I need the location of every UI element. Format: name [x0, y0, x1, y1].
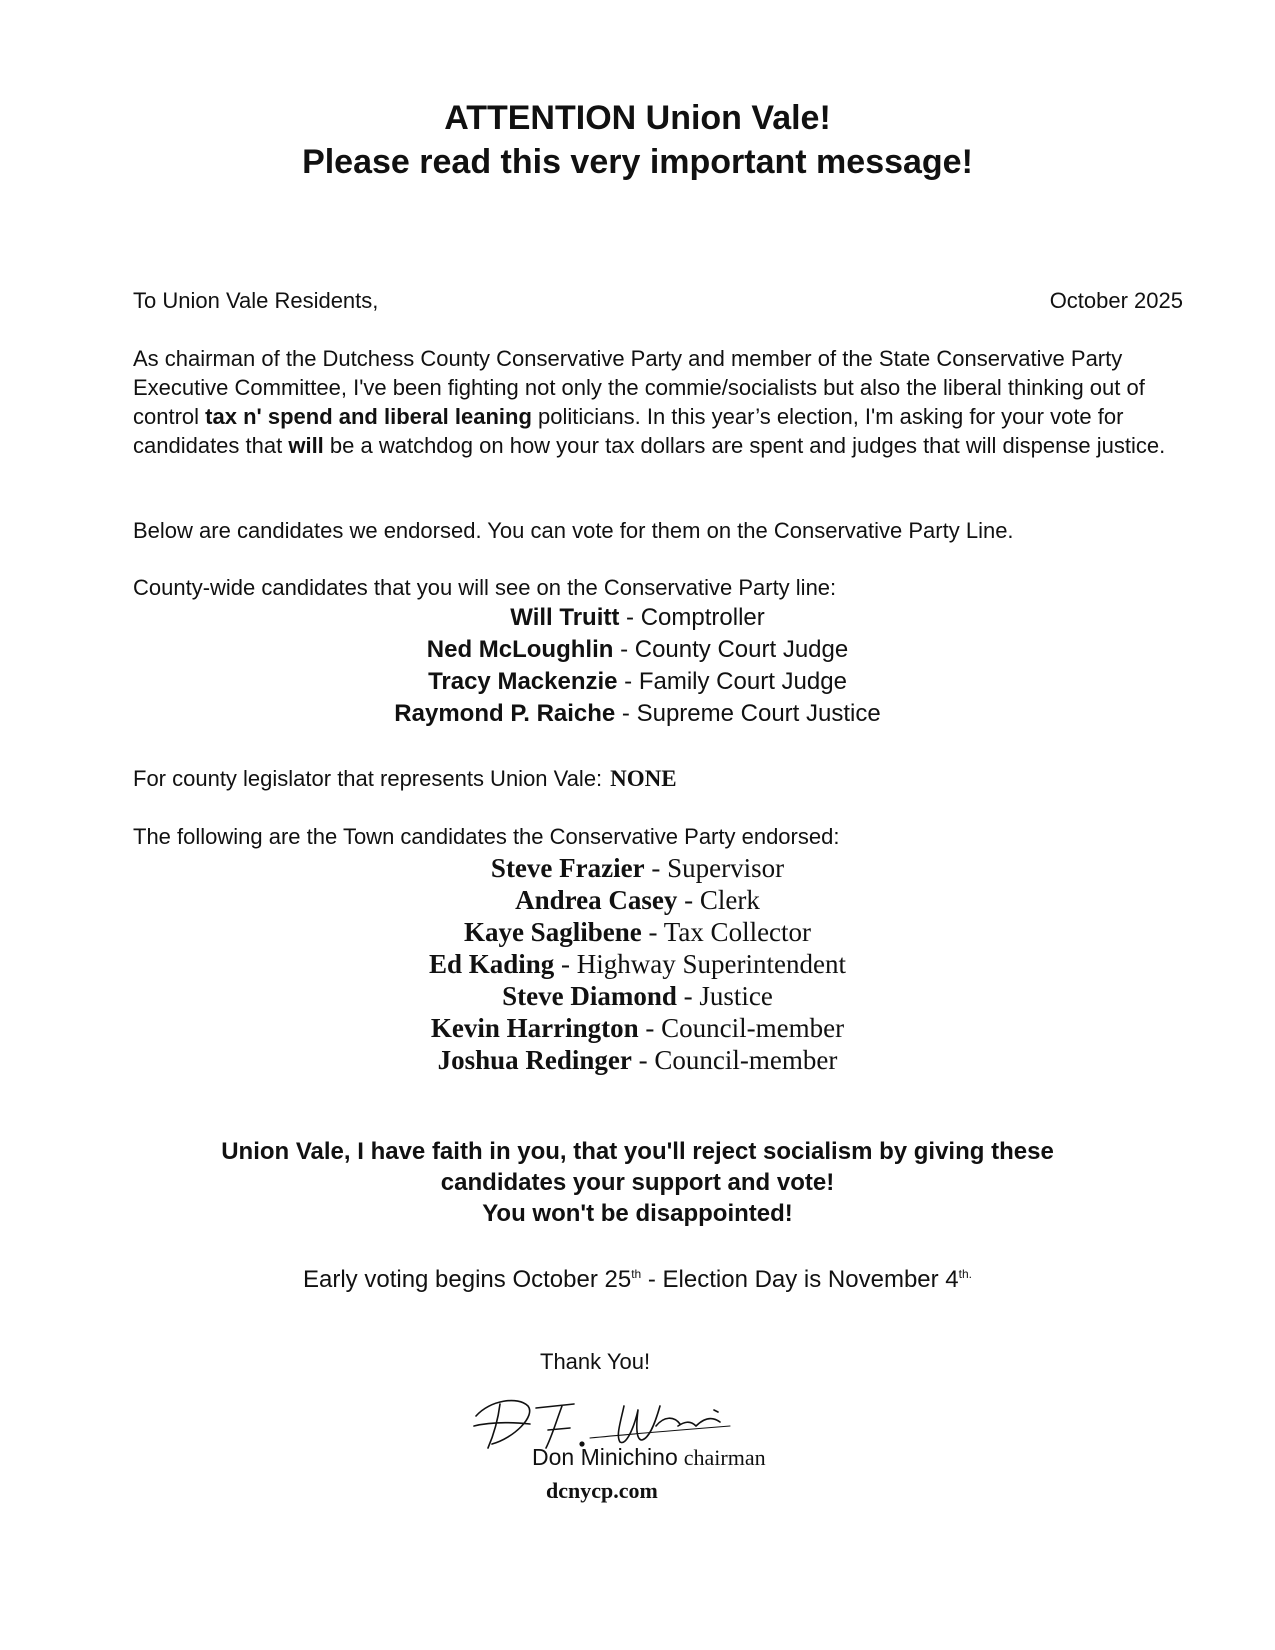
countywide-candidate [0, 634, 1275, 666]
salutation-row [133, 286, 1183, 315]
headline-line1: ATTENTION Union Vale! [444, 99, 831, 137]
candidate-separator: - [617, 668, 639, 695]
website-url: dcnycp.com [546, 1478, 658, 1503]
candidate-name: Tracy Mackenzie [428, 668, 618, 695]
candidate-name: Kevin Harrington [430, 1013, 639, 1043]
closing-line3: You won't be disappointed! [482, 1200, 793, 1227]
candidate-separator: - [613, 636, 635, 663]
candidate-office: Family Court Judge [638, 668, 847, 695]
candidate-separator: - [638, 1013, 662, 1043]
candidate-separator: - [615, 700, 637, 727]
countywide-intro: County-wide candidates that you will see on the Conservative Party line: [133, 575, 837, 600]
voting-text-2: - Election Day is November 4 [641, 1266, 959, 1293]
signer-role: chairman [683, 1445, 766, 1470]
candidate-separator: - [677, 885, 700, 915]
candidate-office: Council-member [654, 1045, 838, 1075]
town-intro: The following are the Town candidates the Conservative Party endorsed: [133, 824, 840, 849]
town-candidate [0, 1012, 1275, 1044]
town-candidate [0, 916, 1275, 948]
salutation: To Union Vale Residents, [133, 288, 379, 313]
candidate-name: Andrea Casey [515, 885, 678, 915]
town-candidate [0, 980, 1275, 1012]
closing-line1: Union Vale, I have faith in you, that you'll reject socialism by giving these [221, 1138, 1054, 1165]
candidate-office: Supreme Court Justice [636, 700, 881, 727]
signer [532, 1444, 766, 1471]
intro-paragraph [133, 344, 1183, 460]
paragraph-text-3: be a watchdog on how your tax dollars are spent and judges that will dispense justice. [323, 433, 1166, 458]
candidate-office: Clerk [699, 885, 760, 915]
countywide-candidate [0, 666, 1275, 698]
legislator-value: NONE [610, 766, 677, 791]
signer-name: Don Minichino [532, 1444, 678, 1470]
candidate-name: Steve Frazier [490, 853, 645, 883]
candidate-office: County Court Judge [634, 636, 849, 663]
candidate-office: Council-member [661, 1013, 845, 1043]
candidate-name: Kaye Saglibene [463, 917, 642, 947]
candidate-name: Steve Diamond [502, 981, 677, 1011]
endorse-intro: Below are candidates we endorsed. You can vote for them on the Conservative Party Line. [133, 518, 1014, 543]
legislator-label: For county legislator that represents Union Vale: [133, 766, 603, 791]
legislator-line [133, 764, 1183, 793]
voting-text-1: Early voting begins October 25 [303, 1266, 632, 1293]
candidate-separator: - [631, 1045, 655, 1075]
town-candidate [0, 852, 1275, 884]
town-candidate [0, 884, 1275, 916]
headline-line2: Please read this very important message! [302, 143, 973, 181]
closing-line2: candidates your support and vote! [440, 1169, 835, 1196]
candidate-name: Will Truitt [510, 604, 620, 631]
countywide-candidate [0, 698, 1275, 730]
letter-date: October 2025 [1049, 288, 1183, 313]
voting-sup-2: th. [958, 1267, 972, 1281]
thank-you: Thank You! [540, 1349, 651, 1374]
voting-sup-1: th [631, 1267, 642, 1281]
candidate-separator: - [554, 949, 577, 979]
candidate-separator: - [676, 981, 700, 1011]
candidate-office: Highway Superintendent [576, 949, 846, 979]
town-candidate [0, 1044, 1275, 1076]
paragraph-text-1: As chairman of the Dutchess County Conservative Party and member of the State Conservative Party Executive Committee, I've been fighting not only the commie/socialists but also the liberal thinking out of control [133, 346, 1145, 429]
paragraph-bold-2: will [288, 433, 324, 458]
candidate-office: Comptroller [640, 604, 765, 631]
candidate-name: Ned McLoughlin [426, 636, 614, 663]
countywide-candidate [0, 602, 1275, 634]
voting-dates [0, 1264, 1275, 1295]
candidate-name: Joshua Redinger [437, 1045, 632, 1075]
town-candidate [0, 948, 1275, 980]
candidate-name: Ed Kading [428, 949, 555, 979]
candidate-office: Supervisor [667, 853, 785, 883]
candidate-name: Raymond P. Raiche [394, 700, 616, 727]
paragraph-bold-1: tax n' spend and liberal leaning [205, 404, 532, 429]
candidate-separator: - [644, 853, 668, 883]
candidate-separator: - [641, 917, 664, 947]
candidate-office: Justice [699, 981, 773, 1011]
candidate-office: Tax Collector [663, 917, 812, 947]
candidate-separator: - [619, 604, 641, 631]
paragraph-text-2: politicians. In this year’s election, I'm asking for your vote for candidates that [133, 404, 1124, 458]
